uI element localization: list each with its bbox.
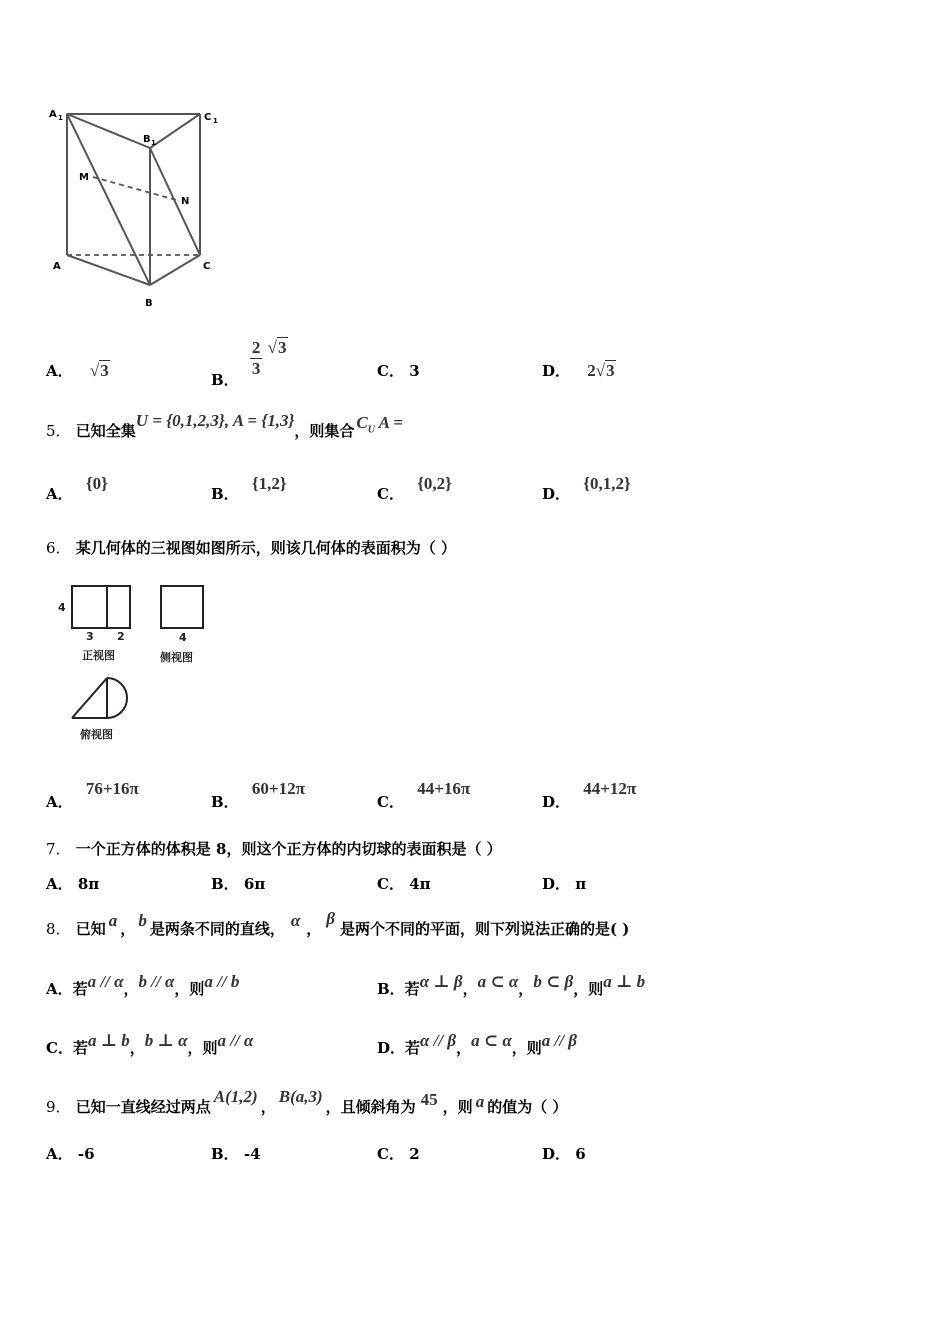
q6-option-d[interactable] [542, 779, 637, 812]
option-label: B． [211, 1145, 239, 1163]
option-value: {0,2} [417, 474, 452, 493]
option-label: D．若 [377, 1039, 421, 1057]
question-text: 是两个不同的平面，则下列说法正确的是( ) [339, 920, 630, 938]
option-text: ，则 [174, 980, 205, 998]
option-label: A． [46, 362, 73, 380]
question-text: ，则集合 [294, 422, 355, 440]
q8-option-d[interactable] [377, 1031, 577, 1058]
sqrt-3: √3 [89, 361, 109, 380]
question-8 [46, 909, 630, 939]
q7-option-b[interactable] [211, 873, 265, 894]
option-math: b // α [138, 972, 175, 991]
math-a: a [108, 911, 118, 930]
q4-option-a[interactable] [46, 360, 110, 381]
question-text: 是两条不同的直线， [149, 920, 285, 938]
three-views-figure [50, 578, 220, 748]
option-value: 76+16π [85, 779, 139, 798]
question-text: ，且倾斜角为 [325, 1098, 416, 1116]
sqrt-3: √3 [267, 337, 287, 357]
front-width1-label: 3 [86, 630, 94, 643]
q9-option-c[interactable] [377, 1143, 420, 1164]
front-height-label: 4 [58, 601, 66, 614]
q5-option-b[interactable] [211, 474, 287, 504]
option-math: b ⊥ α [144, 1031, 188, 1050]
option-value: 8π [77, 875, 100, 893]
label-n: N [181, 196, 190, 207]
question-number: 7． [46, 840, 71, 858]
question-number: 8． [46, 920, 71, 938]
question-text: 一个正方体的体积是 8，则这个正方体的内切球的表面积是（ ） [75, 840, 502, 858]
option-text: ， [462, 980, 478, 998]
math-b: b [138, 911, 147, 930]
question-text: 已知全集 [75, 422, 136, 440]
question-text: ， [260, 1098, 276, 1116]
option-text: ，则 [573, 980, 604, 998]
option-text: ， [456, 1039, 472, 1057]
option-label: B．若 [377, 980, 420, 998]
option-math: a // α [217, 1031, 254, 1050]
option-label: A． [46, 875, 73, 893]
q7-option-a[interactable] [46, 873, 99, 894]
math-universal-set: U = {0,1,2,3} [135, 411, 225, 430]
math-alpha: α [290, 911, 301, 930]
option-value: 60+12π [251, 779, 305, 798]
math-point-a: A(1,2) [213, 1087, 258, 1106]
q8-option-a[interactable] [46, 972, 240, 999]
question-number: 9． [46, 1098, 71, 1116]
option-text: ，则 [187, 1039, 218, 1057]
question-text: 已知 [75, 920, 106, 938]
option-label: D． [542, 1145, 571, 1163]
option-math: a ⊂ α [471, 1031, 512, 1050]
q8-option-c[interactable] [46, 1031, 254, 1058]
label-c: C [203, 261, 211, 272]
q9-option-d[interactable] [542, 1143, 586, 1164]
q5-option-a[interactable] [46, 474, 108, 504]
option-label: B． [211, 793, 239, 811]
option-math: α // β [420, 1031, 457, 1050]
two-sqrt-3: 2√3 [587, 361, 615, 380]
option-math: a ⊥ b [87, 1031, 130, 1050]
q4-option-d[interactable] [542, 360, 616, 381]
option-math: a ⊂ α [477, 972, 519, 991]
option-value: π [575, 875, 587, 893]
option-label: B． [211, 875, 239, 893]
option-value: 6 [575, 1145, 586, 1163]
option-value: {0} [85, 474, 108, 493]
option-value: 4π [409, 875, 431, 893]
option-math: a ⊥ b [603, 972, 646, 991]
question-6 [46, 537, 456, 558]
option-value: {1,2} [251, 474, 287, 493]
option-text: ， [123, 980, 139, 998]
option-label: C． [377, 485, 404, 503]
option-label: C． [377, 875, 404, 893]
option-value: 44+16π [417, 779, 471, 798]
option-label: B． [211, 370, 239, 389]
option-label: A． [46, 793, 73, 811]
option-value: -4 [243, 1145, 261, 1163]
question-7 [46, 838, 502, 859]
math-beta: β [326, 909, 335, 928]
option-label: D． [542, 485, 571, 503]
option-text: ，则 [511, 1039, 542, 1057]
label-b1-sub: 1 [151, 139, 156, 147]
q4-option-c[interactable] [377, 360, 420, 381]
option-label: C． [377, 793, 404, 811]
option-math: a // β [541, 1031, 577, 1050]
fraction-two-thirds: $\frac{2}{3}$ [251, 338, 261, 378]
option-label: A． [46, 485, 73, 503]
q6-option-b[interactable] [211, 779, 305, 812]
option-label: C． [377, 362, 404, 380]
q6-option-c[interactable] [377, 779, 471, 812]
question-number: 6． [46, 539, 71, 557]
question-text: 的值为（ ） [487, 1098, 568, 1116]
q9-option-a[interactable] [46, 1143, 95, 1164]
option-math: a // α [87, 972, 124, 991]
label-c1: C [204, 112, 212, 123]
option-label: D． [542, 362, 571, 380]
q8-option-b[interactable] [377, 972, 646, 999]
option-label: C． [377, 1145, 404, 1163]
label-b1: B [143, 134, 151, 145]
question-text: 某几何体的三视图如图所示，则该几何体的表面积为（ ） [75, 539, 457, 557]
q7-option-c[interactable] [377, 873, 431, 894]
question-5 [46, 411, 403, 443]
math-point-b: B(a,3) [278, 1087, 323, 1106]
q7-option-d[interactable] [542, 873, 586, 894]
question-text: ， [120, 920, 136, 938]
option-label: A． [46, 1145, 73, 1163]
question-text: ， [306, 920, 322, 938]
prism-figure [45, 100, 235, 315]
option-math: b ⊂ β [533, 972, 574, 991]
q5-option-c[interactable] [377, 474, 452, 504]
math-complement: $C_U$ A = [356, 413, 403, 436]
option-value: 2 [409, 1145, 420, 1163]
label-a1-sub: 1 [58, 114, 63, 122]
option-math: a // b [204, 972, 240, 991]
q5-option-d[interactable] [542, 474, 631, 504]
label-a1: A [49, 109, 57, 120]
option-text: ， [518, 980, 534, 998]
option-value: -6 [77, 1145, 95, 1163]
question-number: 5． [46, 422, 71, 440]
label-c1-sub: 1 [213, 117, 218, 125]
q6-option-a[interactable] [46, 779, 139, 812]
option-value: 44+12π [583, 779, 637, 798]
option-text: ， [129, 1039, 145, 1057]
question-text: ，则 [442, 1098, 473, 1116]
option-label: B． [211, 485, 239, 503]
top-view-caption: 俯视图 [80, 728, 113, 741]
question-text: 已知一直线经过两点 [75, 1098, 211, 1116]
math-a: a [475, 1092, 485, 1111]
option-label: A．若 [46, 980, 88, 998]
question-9 [46, 1087, 568, 1117]
math-set-a: , A = {1,3} [224, 411, 295, 430]
option-math: α ⊥ β [419, 972, 463, 991]
option-label: D． [542, 875, 571, 893]
option-value: 3 [409, 362, 420, 380]
math-angle: 45 [420, 1090, 438, 1109]
label-m: M [79, 172, 89, 183]
front-width2-label: 2 [117, 630, 125, 643]
side-width-label: 4 [179, 631, 187, 644]
option-value: 6π [243, 875, 266, 893]
q4-option-b[interactable] [211, 337, 288, 389]
option-value: {0,1,2} [583, 474, 631, 493]
option-label: D． [542, 793, 571, 811]
q9-option-b[interactable] [211, 1143, 261, 1164]
side-view-caption: 侧视图 [160, 651, 193, 664]
option-label: C．若 [46, 1039, 88, 1057]
front-view-caption: 正视图 [82, 649, 115, 662]
label-b: B [145, 298, 153, 309]
label-a: A [53, 261, 61, 272]
